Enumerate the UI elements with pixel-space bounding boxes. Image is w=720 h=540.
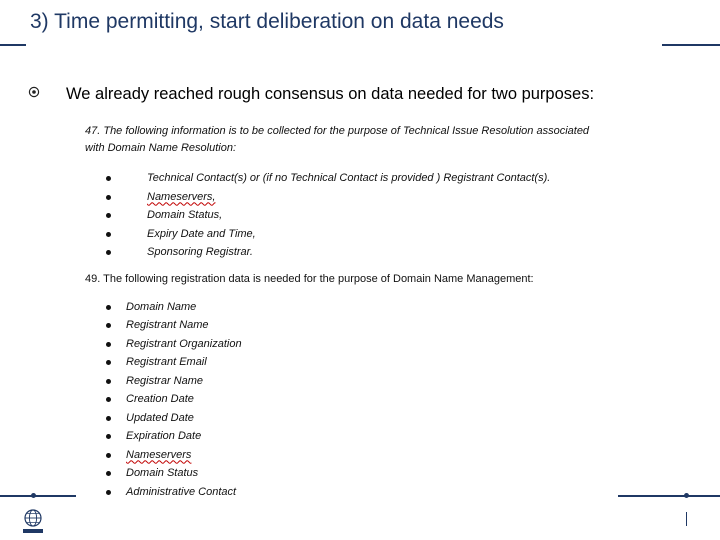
- list-item: Domain Status: [85, 464, 645, 483]
- list-item: Administrative Contact: [85, 483, 645, 502]
- list-item: Registrar Name: [85, 372, 645, 391]
- bullet-dot-icon: [106, 250, 111, 255]
- target-bullet-icon: [28, 86, 40, 98]
- list-item: Technical Contact(s) or (if no Technical Contact is provided ) Registrant Contact(s).: [85, 169, 645, 188]
- page-title: 3) Time permitting, start deliberation on data needs: [30, 10, 504, 33]
- domain-management-list: [85, 298, 645, 502]
- list-item: Registrant Email: [85, 353, 645, 372]
- list-item: Expiration Date: [85, 427, 645, 446]
- paragraph-47-line-2: with Domain Name Resolution:: [85, 142, 237, 154]
- bullet-dot-icon: [106, 453, 111, 458]
- bullet-dot-icon: [106, 360, 111, 365]
- list-item: Domain Name: [85, 298, 645, 317]
- title-rule-right: [662, 44, 720, 46]
- page-number-marker: [686, 512, 687, 526]
- list-item: Updated Date: [85, 409, 645, 428]
- list-item: Expiry Date and Time,: [85, 225, 645, 244]
- list-item: Nameservers: [85, 446, 645, 465]
- document-excerpt: [85, 123, 645, 501]
- footer-knot-right: [684, 493, 689, 498]
- list-item: Registrant Organization: [85, 335, 645, 354]
- bullet-dot-icon: [106, 342, 111, 347]
- bullet-dot-icon: [106, 232, 111, 237]
- bullet-dot-icon: [106, 213, 111, 218]
- title-rule-left: [0, 44, 26, 46]
- list-item: Domain Status,: [85, 206, 645, 225]
- footer-rule-left: [0, 495, 76, 497]
- bullet-dot-icon: [106, 416, 111, 421]
- icann-globe-logo: [20, 507, 46, 535]
- list-item: Sponsoring Registrar.: [85, 243, 645, 262]
- paragraph-49: 49. The following registration data is needed for the purpose of Domain Name Management:: [85, 272, 534, 285]
- bullet-dot-icon: [106, 323, 111, 328]
- footer-rule-right: [618, 495, 720, 497]
- paragraph-47: [85, 123, 645, 157]
- bullet-dot-icon: [106, 176, 111, 181]
- footer-knot-left: [31, 493, 36, 498]
- bullet-dot-icon: [106, 434, 111, 439]
- bullet-dot-icon: [106, 471, 111, 476]
- list-item: Nameservers,: [85, 188, 645, 207]
- bullet-dot-icon: [106, 379, 111, 384]
- list-item: Creation Date: [85, 390, 645, 409]
- bullet-dot-icon: [106, 397, 111, 402]
- list-item: Registrant Name: [85, 316, 645, 335]
- technical-resolution-list: [85, 169, 645, 262]
- lead-text: We already reached rough consensus on data needed for two purposes:: [66, 85, 595, 103]
- bullet-dot-icon: [106, 490, 111, 495]
- paragraph-47-line-1: 47. The following information is to be collected for the purpose of Technical Issue Resolution associated: [85, 125, 590, 137]
- bullet-dot-icon: [106, 195, 111, 200]
- bullet-dot-icon: [106, 305, 111, 310]
